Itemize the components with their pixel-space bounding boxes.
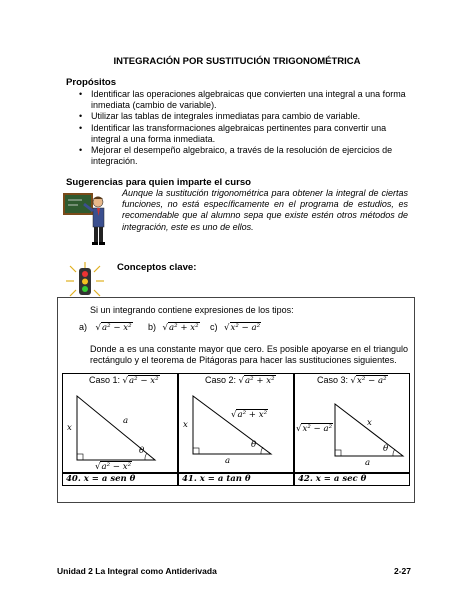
case-1: Caso 1: √a² − x² a x θ √a² − x² xyxy=(62,373,178,473)
option-c: c) √x² − a² xyxy=(210,322,261,333)
conceptos-paragraph: Donde a es una constante mayor que cero. Es posible apoyarse en el triangulo rectángulo y el teorema de Pitágoras para hacer las sustituciones siguientes. xyxy=(90,344,408,366)
list-item: • Identificar las transformaciones algebraicas pertinentes para convertir una integral a una forma inmediata. xyxy=(78,123,408,145)
footer-page-number: 2-27 xyxy=(394,566,412,576)
conceptos-intro: Si un integrando contiene expresiones de los tipos: xyxy=(90,305,294,315)
option-b: b) √a² + x² xyxy=(148,322,199,333)
propositos-heading: Propósitos xyxy=(66,77,117,88)
page-title: INTEGRACIÓN POR SUSTITUCIÓN TRIGONOMÉTRICA xyxy=(113,56,361,67)
case-3: Caso 3: √x² − a² x √x² − a² θ a xyxy=(294,373,410,473)
formula-41: 41. x = a tan θ xyxy=(178,473,294,486)
sugerencias-heading: Sugerencias para quien imparte el curso xyxy=(66,177,252,188)
sugerencias-text: Aunque la sustitución trigonométrica para obtener la integral de ciertas funciones, no está específicamente en el programa de estudios, es recomendable que al alumno sepa que existe estén otros métodos de integración, este es uno de ellos. xyxy=(122,188,408,232)
cases-table xyxy=(62,373,410,486)
list-item: • Identificar las operaciones algebraicas que convierten una integral a una forma inmediata (cambio de variable). xyxy=(78,89,408,111)
formula-42: 42. x = a sec θ xyxy=(294,473,410,486)
list-item: • Mejorar el desempeño algebraico, a través de la resolución de ejercicios de integración. xyxy=(78,145,408,167)
propositos-list xyxy=(78,89,408,167)
teacher-icon xyxy=(62,190,118,248)
traffic-light-icon xyxy=(66,262,104,300)
formula-40: 40. x = a sen θ xyxy=(62,473,178,486)
triangle-1 xyxy=(63,374,179,474)
option-a: a) √a² − x² xyxy=(79,322,132,333)
conceptos-heading: Conceptos clave: xyxy=(117,262,197,273)
case-2: Caso 2: √a² + x² √a² + x² x θ a xyxy=(178,373,294,473)
triangle-2 xyxy=(179,374,295,474)
footer-unit: Unidad 2 La Integral como Antiderivada xyxy=(57,566,217,576)
list-item: • Utilizar las tablas de integrales inmediatas para cambio de variable. xyxy=(78,111,408,122)
